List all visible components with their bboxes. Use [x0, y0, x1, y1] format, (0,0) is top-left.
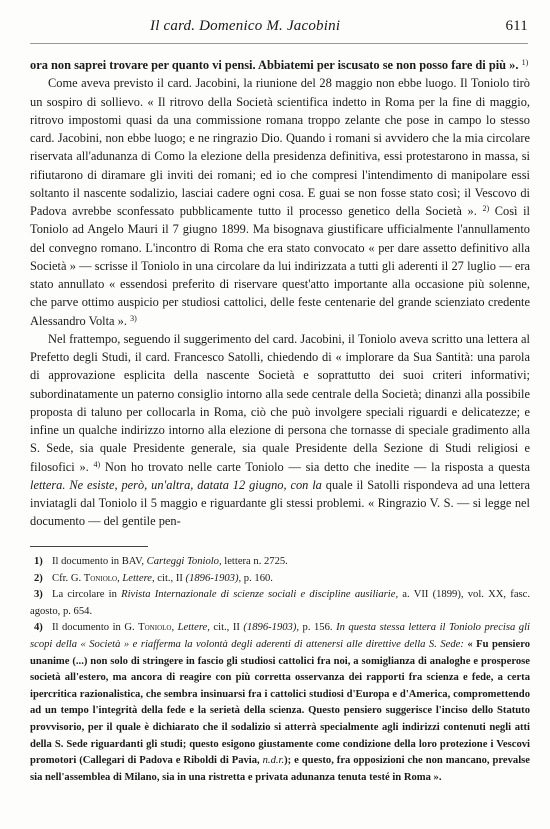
footnotes: [30, 554, 530, 786]
paragraph-3: [30, 330, 530, 531]
footnote-text: In questa stessa lettera il Toniolo precisa gli scopi della « Società » e riafferma la volontà degli aderenti di attenersi alle direttive della S. Sede:: [30, 622, 530, 650]
footnote-1: [30, 554, 530, 571]
footnote-text: lettera n. 2725.: [221, 556, 288, 567]
paragraph-1: [30, 56, 530, 74]
footnote-text: La circolare in: [52, 589, 122, 601]
footnote-2: [30, 571, 530, 588]
paragraph-3-text-b: Non ho trovato nelle carte Toniolo — sia detto che inedite — la risposta a questa: [100, 459, 530, 474]
footnote-number: 3): [34, 589, 43, 601]
footnote-text: Carteggi Toniolo,: [146, 556, 222, 567]
footnote-text: (1896-1903),: [185, 572, 242, 584]
footnote-author: Toniolo: [138, 622, 172, 634]
footnote-ref-3: 3): [130, 313, 137, 323]
footnote-text: ,: [171, 622, 178, 634]
running-header: [24, 18, 528, 40]
footnote-text: Rivista Internazionale di scienze sociali e discipline ausiliarie,: [121, 589, 399, 601]
paragraph-3-text-a: Nel frattempo, seguendo il suggerimento del card. Jacobini, il Toniolo aveva scritto una lettera al Prefetto degli Studi, il card. Francesco Satolli, chiedendo di « implorare da Sua Santità: una parola di approvazione esplicita della nascente Società e soprattutto dei suoi criteri informativi; subordinatamente un paterno consiglio intorno alla sede centrale della Società; dinanzi alla possibile proposta di taluno per collocarla in Roma, ciò che può involgere speciali riguardi e delicatezze; e infine un qualche indirizzo intorno alla elezione di persona che tornasse di speciale gradimento alla S. Sede, sia quale Presidente generale, sia quale Presidente della Sezione di Studi religiosi e filosofici ».: [30, 331, 530, 474]
footnote-quote: ); e questo, fra opposizioni che non mancano, prevalse sia nell'assemblea di Milano, sia in una ristretta e privata adunanza tenuta testé in Roma ».: [30, 755, 530, 783]
footnote-text: ,: [117, 572, 123, 584]
footnote-text: p. 156.: [299, 622, 337, 634]
footnote-text: Il documento in BAV,: [52, 556, 147, 567]
paragraph-2-text-b: Così il Toniolo ad Angelo Mauri il 7 giugno 1899. Ma bisognava giustificare ufficialmente l'annullamento del convegno romano. L'incontro di Roma che era stato convocato « per dare assetto definitivo alla Società » — scrisse il Toniolo in una circolare da lui indirizzata a tutti gli aderenti il 27 luglio — era stato annullato « essendosi preferito di riservare quest'atto importante alla occasione più solenne, che parve ottimo auspicio per studiosi cattolici, delle feste centenarie del grande scienziato credente Alessandro Volta ».: [30, 204, 530, 328]
footnote-author: Toniolo: [83, 572, 118, 584]
footnote-text: a. VII (1899), vol. XX, fasc. agosto, p. 654.: [30, 589, 530, 617]
footnote-ref-2: 2): [482, 204, 490, 213]
footnote-separator: [30, 546, 148, 547]
footnote-text: cit., II: [209, 622, 244, 634]
footnote-number: 1): [34, 556, 43, 567]
paragraph-3-text-d: quale il Satolli rispondeva ad una lettera inviatagli dal Toniolo il 5 maggio e riguardante gli stessi problemi. « Ringrazio V. S. — si legge nel documento — del gentile pen-: [30, 477, 530, 529]
paragraph-3-text-c: lettera. Ne esiste, però, un'altra, datata 12 giugno, con la: [30, 477, 322, 492]
footnote-text: Lettere,: [122, 572, 155, 584]
footnote-ref-1: 1): [521, 58, 529, 67]
footnote-number: 2): [34, 572, 43, 584]
footnote-4: [30, 620, 530, 786]
footnote-text: n.d.r.: [262, 755, 285, 767]
footnote-text: Lettere,: [177, 622, 210, 634]
footnote-text: (1896-1903),: [243, 622, 300, 634]
main-text: [30, 56, 530, 531]
footnote-number: 4): [34, 622, 43, 634]
paragraph-1-text: ora non saprei trovare per quanto vi pensi. Abbiatemi per iscusato se non posso fare di più ».: [30, 58, 519, 72]
footnote-text: p. 160.: [241, 572, 273, 584]
page-number: 611: [505, 18, 528, 34]
footnote-text: Il documento in G.: [52, 622, 139, 634]
paragraph-2: [30, 74, 530, 330]
footnote-ref-4: 4): [93, 459, 101, 469]
footnote-text: Cfr. G.: [52, 572, 84, 584]
footnote-quote: « Fu pensiero unanime (...) non solo di stringere in fascio gli studiosi cattolici fra noi, a somiglianza di analoghe e prosperose società all'estero, ma ancora di reagire con più corretta osservanza dei rapporti fra scienza e fede, a certa ipercritica razionalistica, che sembra insinuarsi fra i cattolici studiosi d'Europa e d'America, compromettendo ad un tempo l'integrità della fede e la serietà della scienza. Questo pensiero suggerisce l'inciso dello Statuto provvisorio, per il quale è dichiarato che il sodalizio si atterrà specialmente agli indirizzi contenuti negli atti della S. Sede riguardanti gli studi; questo esigono giustamente come condizione della loro protezione i Vescovi promotori (Callegari di Padova e Riboldi di Pavia,: [30, 638, 530, 767]
running-title: Il card. Domenico M. Jacobini: [150, 18, 341, 34]
footnote-text: cit., II: [154, 572, 186, 584]
footnote-3: [30, 587, 530, 620]
paragraph-2-text-a: Come aveva previsto il card. Jacobini, la riunione del 28 maggio non ebbe luogo. Il Toniolo tirò un sospiro di sollievo. « Il ritrovo della Società scientifica indetto in Roma per la fine di maggio, ritrovo impostomi quasi da una commissione romana troppo zelante che pose in campo lo stesso card. Jacobini, non ebbe luogo; e ne ringrazio Dio. Quando i romani si avvidero che la mia circolare riservata all'adunanza di Como la elezione della presidenza definitiva, essi protestarono in massa, si rifiutarono di diramare gli inviti dei romani; ed io che compresi l'intendimento di manipolare essi soltanto il nascente sodalizio, lasciai cadere ogni cosa. E guai se non fosse stato così; il Vescovo di Padova avrebbe sconfessato pubblicamente tutto il processo genetico della Società ».: [30, 76, 530, 218]
header-rule: [30, 43, 528, 44]
